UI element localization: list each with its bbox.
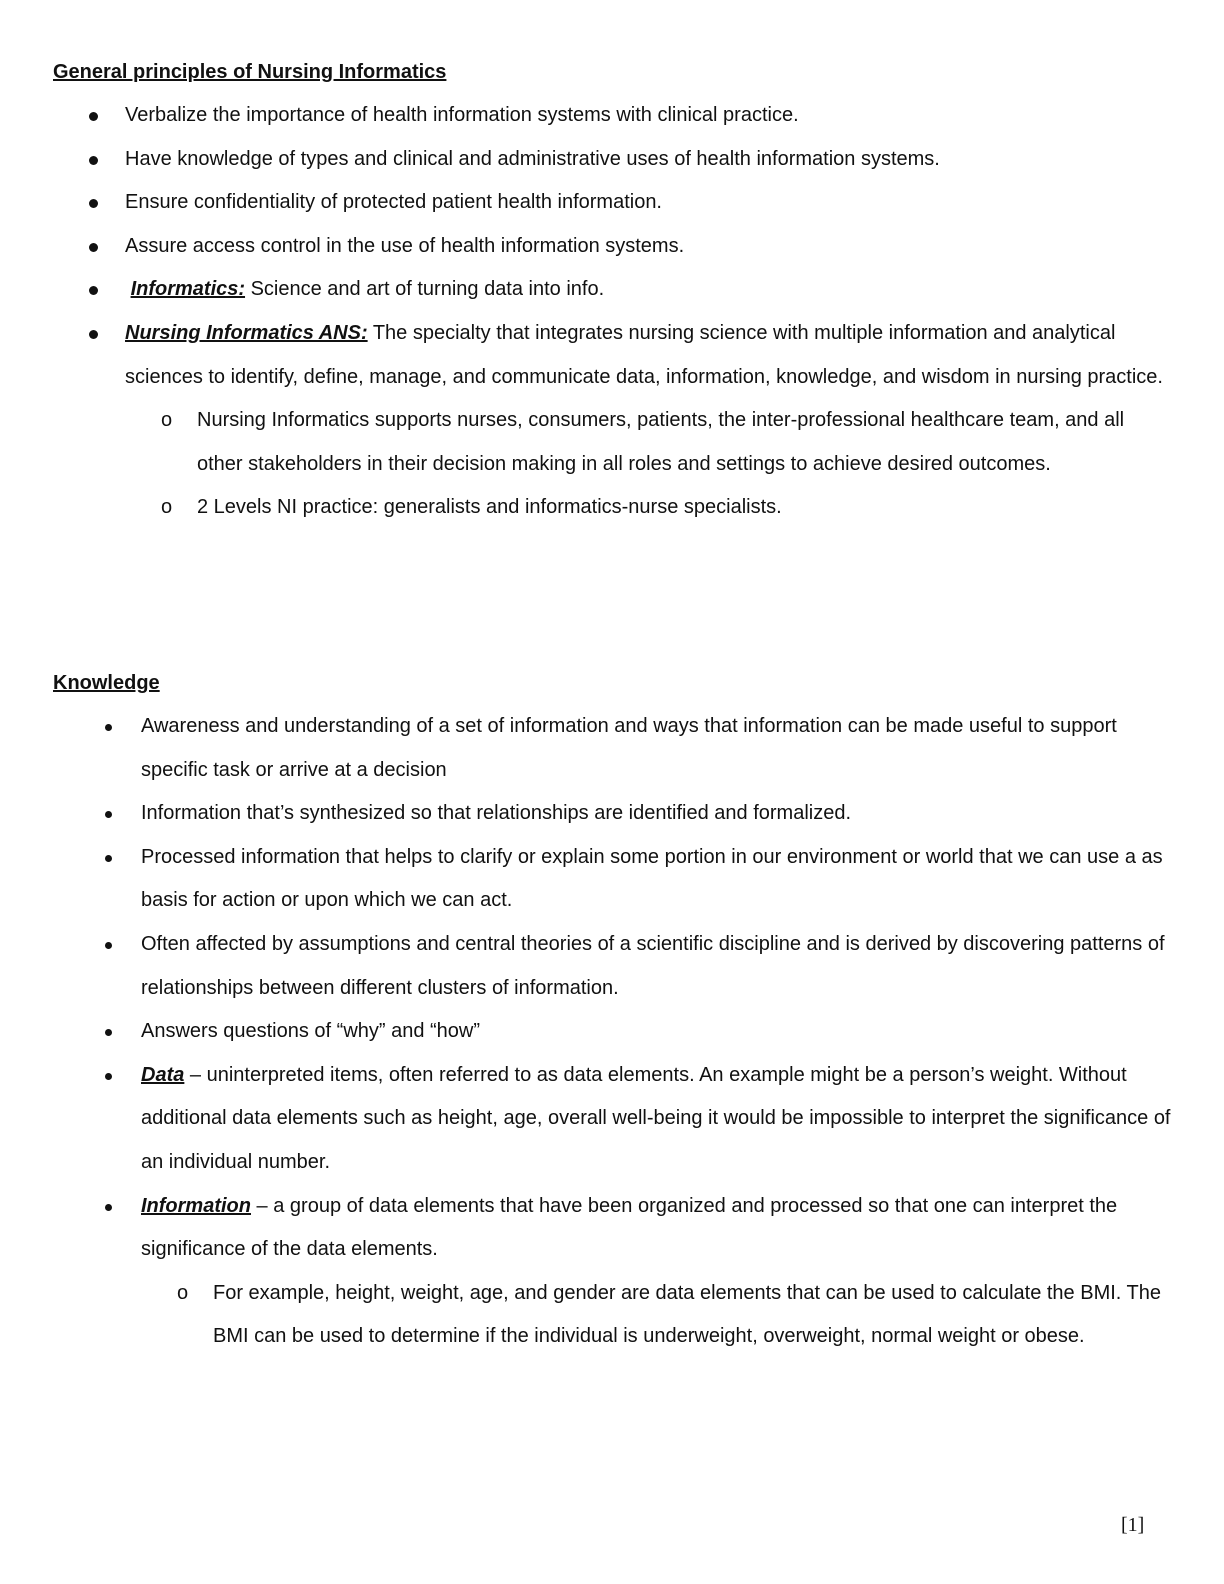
list-item-text: Answers questions of “why” and “how” <box>141 1020 481 1043</box>
list-item <box>141 923 1171 1010</box>
principles-list <box>125 94 1165 530</box>
list-item <box>125 268 1165 312</box>
sub-list-item-text: For example, height, weight, age, and gender are data elements that can be used to calculate the BMI. The BMI can be used to determine if the individual is underweight, overweight, normal weight or obese. <box>213 1281 1161 1348</box>
page-number: [1] <box>1121 1514 1145 1536</box>
list-item-text: Science and art of turning data into info. <box>245 278 605 301</box>
list-item-text: Awareness and understanding of a set of information and ways that information can be made useful to support specific task or arrive at a decision <box>141 715 1117 781</box>
list-item-text: Information that’s synthesized so that relationships are identified and formalized. <box>141 802 852 825</box>
list-item-text: – a group of data elements that have been organized and processed so that one can interpret the significance of the data elements. <box>141 1194 1118 1261</box>
bullet-icon <box>89 243 98 252</box>
bullet-icon <box>89 156 98 165</box>
sub-list-item <box>161 486 1165 530</box>
circle-bullet-icon: o <box>161 409 173 432</box>
list-item <box>125 94 1165 138</box>
section-heading-knowledge: Knowledge <box>53 672 160 694</box>
bullet-icon <box>105 811 112 818</box>
list-item-text: Processed information that helps to clarify or explain some portion in our environment or world that we can use a as basis for action or upon which we can act. <box>141 845 1163 912</box>
list-item-text: Ensure confidentiality of protected patient health information. <box>125 191 662 214</box>
list-item <box>141 705 1171 792</box>
list-item <box>141 1185 1171 1359</box>
circle-bullet-icon: o <box>161 496 173 519</box>
term-information: Information <box>141 1194 251 1217</box>
list-item-text: – uninterpreted items, often referred to as data elements. An example might be a person’s weight. Without additional data elements such as height, age, overall well-being it would be impossible to interpret the significance of an individual number. <box>141 1063 1171 1173</box>
sub-list <box>177 1272 1171 1359</box>
term-nursing-informatics: Nursing Informatics ANS: <box>125 321 368 344</box>
list-item <box>141 792 1171 836</box>
list-item-text: The specialty that integrates nursing science with multiple information and analytical sciences to identify, define, manage, and communicate data, information, knowledge, and wisdom in nursing practice. <box>125 321 1163 388</box>
term-informatics: Informatics: <box>130 278 246 301</box>
bullet-icon <box>105 1029 112 1036</box>
sub-list-item <box>177 1272 1171 1359</box>
knowledge-list <box>141 705 1171 1359</box>
bullet-icon <box>89 286 98 295</box>
sub-list-item-text: 2 Levels NI practice: generalists and informatics-nurse specialists. <box>197 496 782 519</box>
list-item <box>141 1010 1171 1054</box>
bullet-icon <box>89 199 98 208</box>
list-item-text: Have knowledge of types and clinical and administrative uses of health information systems. <box>125 147 940 170</box>
bullet-icon <box>105 855 112 862</box>
circle-bullet-icon: o <box>177 1281 189 1304</box>
list-item <box>141 836 1171 923</box>
list-item-text: Assure access control in the use of health information systems. <box>125 234 685 257</box>
list-item <box>125 225 1165 269</box>
bullet-icon <box>89 112 98 121</box>
section-heading-principles: General principles of Nursing Informatics <box>53 61 447 83</box>
list-item <box>125 312 1165 530</box>
bullet-icon <box>89 330 98 339</box>
term-data: Data <box>141 1063 185 1086</box>
list-item <box>125 181 1165 225</box>
list-item <box>141 1054 1171 1185</box>
bullet-icon <box>105 724 112 731</box>
list-item-text: Verbalize the importance of health information systems with clinical practice. <box>125 104 799 126</box>
bullet-icon <box>105 1073 112 1080</box>
list-item-text: Often affected by assumptions and central theories of a scientific discipline and is derived by discovering patterns of relationships between different clusters of information. <box>141 932 1165 999</box>
sub-list-item <box>161 399 1165 486</box>
list-item <box>125 138 1165 182</box>
bullet-icon <box>105 942 112 949</box>
sub-list <box>161 399 1165 530</box>
sub-list-item-text: Nursing Informatics supports nurses, consumers, patients, the inter-professional healthcare team, and all other stakeholders in their decision making in all roles and settings to achieve desired outcomes. <box>197 409 1125 475</box>
bullet-icon <box>105 1204 112 1211</box>
